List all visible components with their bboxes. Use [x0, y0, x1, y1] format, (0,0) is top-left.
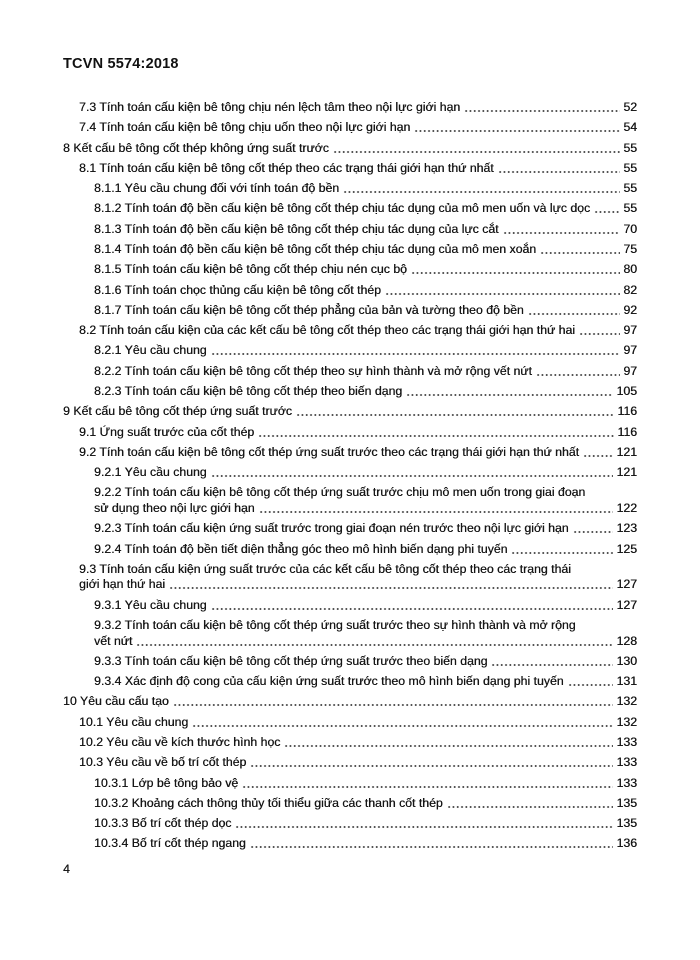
- toc-entry-title: 8.1 Tính toán cấu kiện bê tông cốt thép theo các trạng thái giới hạn thứ nhất: [79, 160, 494, 175]
- toc-page-number: 123: [616, 521, 637, 536]
- toc-entry-title: 9.2 Tính toán cấu kiện bê tông cốt thép ứng suất trước theo các trạng thái giới hạn thứ nhất: [79, 444, 579, 459]
- toc-entry-title: 10.3.1 Lớp bê tông bảo vệ: [94, 775, 239, 790]
- dot-leader: [235, 816, 613, 832]
- toc-page-number: 55: [623, 140, 637, 155]
- dot-leader: [503, 222, 621, 238]
- toc-page-number: 121: [616, 465, 637, 480]
- dot-leader: [250, 836, 614, 852]
- toc-entry: [63, 120, 637, 136]
- dot-leader: [169, 577, 613, 593]
- dot-leader: [447, 796, 614, 812]
- toc-entry: [63, 836, 637, 852]
- toc-entry-title: 10.3 Yêu cầu về bố trí cốt thép: [79, 755, 247, 770]
- dot-leader: [296, 404, 614, 420]
- toc-page-number: 92: [623, 302, 637, 317]
- dot-leader: [583, 445, 613, 461]
- dot-leader: [343, 181, 620, 197]
- toc-entry-title: 8.1.2 Tính toán độ bền cấu kiện bê tông cốt thép chịu tác dụng của mô men uốn và lực dọc: [94, 201, 591, 216]
- toc-page-number: 125: [616, 541, 637, 556]
- toc-entry-title: 8.2 Tính toán cấu kiện của các kết cấu bê tông cốt thép theo các trạng thái giới hạn thứ hai: [79, 323, 575, 338]
- toc-entry-title-line1: 9.3.2 Tính toán cấu kiện bê tông cốt thép ứng suất trước theo sự hình thành và mở rộng: [94, 617, 576, 632]
- toc-entry-title-line1: 9.2.2 Tính toán cấu kiện bê tông cốt thép ứng suất trước chịu mô men uốn trong giai đoạn: [94, 485, 586, 500]
- toc-entry: [63, 364, 637, 380]
- dot-leader: [528, 303, 621, 319]
- dot-leader: [406, 384, 613, 400]
- toc-page-number: 132: [616, 714, 637, 729]
- toc-entry: [63, 323, 637, 339]
- toc-entry: [63, 542, 637, 558]
- toc-entry: [63, 222, 637, 238]
- toc-entry-title-line1: 9.3 Tính toán cấu kiện ứng suất trước của các kết cấu bê tông cốt thép theo các trạng thái: [79, 561, 571, 576]
- dot-leader: [594, 201, 620, 217]
- toc-entry: [63, 735, 637, 751]
- toc-entry: [63, 343, 637, 359]
- toc-page-number: 80: [623, 262, 637, 277]
- toc-page-number: 52: [623, 100, 637, 114]
- toc-entry-title: 8 Kết cấu bê tông cốt thép không ứng suất trước: [63, 140, 329, 155]
- dot-leader: [258, 425, 614, 441]
- toc-entry: [63, 384, 637, 400]
- toc-entry-title: 10.3.2 Khoảng cách thông thủy tối thiểu giữa các thanh cốt thép: [94, 795, 443, 810]
- toc-entry-title: sử dụng theo nội lực giới hạn: [94, 500, 255, 515]
- page-number-footer: 4: [63, 862, 70, 876]
- toc-page-number: 55: [623, 160, 637, 175]
- dot-leader: [568, 674, 614, 690]
- toc-page-number: 116: [617, 424, 637, 439]
- toc-entry-title: 7.4 Tính toán cấu kiện bê tông chịu uốn theo nội lực giới hạn: [79, 120, 411, 135]
- toc-entry: [63, 521, 637, 537]
- toc-entry-title: 10 Yêu cầu cấu tạo: [63, 694, 169, 709]
- dot-leader: [411, 262, 620, 278]
- dot-leader: [284, 735, 613, 751]
- toc-entry: [63, 404, 637, 420]
- dot-leader: [333, 141, 620, 157]
- toc-entry: [63, 141, 637, 157]
- toc-entry-title: 10.3.4 Bố trí cốt thép ngang: [94, 836, 246, 851]
- toc-page-number: 131: [616, 674, 637, 689]
- toc-page-number: 82: [623, 282, 637, 297]
- toc-entry: [63, 242, 637, 258]
- toc-entry: [63, 674, 637, 690]
- dot-leader: [573, 521, 614, 537]
- toc-entry-title: 8.1.3 Tính toán độ bền cấu kiện bê tông cốt thép chịu tác dụng của lực cắt: [94, 221, 499, 236]
- dot-leader: [192, 715, 613, 731]
- toc-page-number: 55: [623, 181, 637, 196]
- dot-leader: [385, 283, 620, 299]
- toc-entry-title: 8.1.4 Tính toán độ bền cấu kiện bê tông cốt thép chịu tác dụng của mô men xoắn: [94, 241, 537, 256]
- toc-entry-title: 9.3.3 Tính toán cấu kiện bê tông cốt thép ứng suất trước theo biến dạng: [94, 653, 488, 668]
- toc-page-number: 127: [616, 597, 637, 612]
- dot-leader: [211, 598, 614, 614]
- document-title: TCVN 5574:2018: [63, 56, 179, 72]
- toc-entry-title: 8.2.3 Tính toán cấu kiện bê tông cốt thép theo biến dạng: [94, 383, 403, 398]
- toc-entry: [63, 562, 637, 593]
- toc-entry: [63, 303, 637, 319]
- dot-leader: [579, 323, 620, 339]
- toc-page-number: 133: [616, 775, 637, 790]
- toc-page-number: 70: [623, 221, 637, 236]
- toc-page-number: 55: [623, 201, 637, 216]
- toc-entry-title: 8.1.1 Yêu cầu chung đối với tính toán độ bền: [94, 181, 340, 196]
- dot-leader: [211, 465, 614, 481]
- dot-leader: [540, 242, 620, 258]
- toc-entry-title: 8.1.6 Tính toán chọc thủng cấu kiện bê tông cốt thép: [94, 282, 381, 297]
- toc-page-number: 133: [616, 734, 637, 749]
- dot-leader: [414, 120, 620, 136]
- dot-leader: [259, 501, 614, 517]
- toc-page-number: 128: [616, 633, 637, 648]
- dot-leader: [136, 634, 613, 650]
- toc-entry-title: 7.3 Tính toán cấu kiện bê tông chịu nén lệch tâm theo nội lực giới hạn: [79, 100, 461, 114]
- dot-leader: [536, 364, 620, 380]
- toc-page-number: 54: [623, 120, 637, 135]
- toc-entry: [63, 201, 637, 217]
- toc-page-number: 121: [616, 444, 637, 459]
- toc-entry: [63, 485, 637, 516]
- toc-entry-title: 9.3.4 Xác định độ cong của cấu kiện ứng suất trước theo mô hình biến dạng phi tuyến: [94, 674, 564, 689]
- toc-entry: [63, 100, 637, 116]
- toc-entry: [63, 654, 637, 670]
- toc-entry-title: 10.2 Yêu cầu về kích thước hình học: [79, 734, 281, 749]
- toc-entry-title: 9 Kết cấu bê tông cốt thép ứng suất trước: [63, 404, 292, 419]
- toc-entry-title: 9.3.1 Yêu cầu chung: [94, 597, 207, 612]
- toc-page-number: 135: [616, 816, 637, 831]
- toc-entry: [63, 445, 637, 461]
- toc-page-number: 132: [616, 694, 637, 709]
- toc-entry: [63, 755, 637, 771]
- toc-page-number: 97: [623, 363, 637, 378]
- toc-entry: [63, 816, 637, 832]
- toc-page-number: 133: [616, 755, 637, 770]
- toc-entry-title: 9.2.4 Tính toán độ bền tiết diện thẳng góc theo mô hình biến dạng phi tuyến: [94, 541, 508, 556]
- toc-entry-title: 8.2.1 Yêu cầu chung: [94, 343, 207, 358]
- toc-page-number: 130: [616, 653, 637, 668]
- toc-entry: [63, 181, 637, 197]
- toc-entry: [63, 796, 637, 812]
- toc-page-number: 75: [623, 241, 637, 256]
- toc-entry: [63, 465, 637, 481]
- toc-entry: [63, 161, 637, 177]
- toc-entry-title: 8.1.5 Tính toán cấu kiện bê tông cốt thép chịu nén cục bộ: [94, 262, 407, 277]
- toc-entry: [63, 262, 637, 278]
- dot-leader: [250, 755, 613, 771]
- dot-leader: [173, 694, 614, 710]
- toc-entry: [63, 618, 637, 649]
- toc-entry-title: giới hạn thứ hai: [79, 577, 166, 592]
- toc-entry: [63, 425, 637, 441]
- toc-entry: [63, 598, 637, 614]
- toc-entry: [63, 776, 637, 792]
- table-of-contents: [63, 100, 637, 857]
- toc-entry: [63, 283, 637, 299]
- toc-page-number: 122: [616, 500, 637, 515]
- dot-leader: [242, 776, 613, 792]
- toc-page-number: 127: [616, 577, 637, 592]
- toc-entry-title: 10.3.3 Bố trí cốt thép dọc: [94, 816, 232, 831]
- dot-leader: [511, 542, 613, 558]
- toc-entry-title: 9.2.1 Yêu cầu chung: [94, 465, 207, 480]
- toc-entry-title: 8.1.7 Tính toán cấu kiện bê tông cốt thép phẳng của bản và tường theo độ bền: [94, 302, 524, 317]
- toc-page-number: 135: [616, 795, 637, 810]
- toc-entry-title: vết nứt: [94, 633, 133, 648]
- toc-entry-title: 9.1 Ứng suất trước của cốt thép: [79, 424, 255, 439]
- toc-entry: [63, 694, 637, 710]
- toc-page-number: 116: [617, 404, 637, 419]
- toc-entry-title: 8.2.2 Tính toán cấu kiện bê tông cốt thép theo sự hình thành và mở rộng vết nứt: [94, 363, 532, 378]
- toc-page-number: 97: [623, 343, 637, 358]
- dot-leader: [464, 100, 620, 116]
- toc-page-number: 105: [616, 383, 637, 398]
- toc-page-number: 136: [616, 836, 637, 851]
- toc-entry-title: 9.2.3 Tính toán cấu kiện ứng suất trước trong giai đoạn nén trước theo nội lực giới hạn: [94, 521, 569, 536]
- toc-entry: [63, 715, 637, 731]
- toc-page-number: 97: [623, 323, 637, 338]
- dot-leader: [211, 343, 621, 359]
- toc-entry-title: 10.1 Yêu cầu chung: [79, 714, 189, 729]
- dot-leader: [498, 161, 621, 177]
- dot-leader: [491, 654, 613, 670]
